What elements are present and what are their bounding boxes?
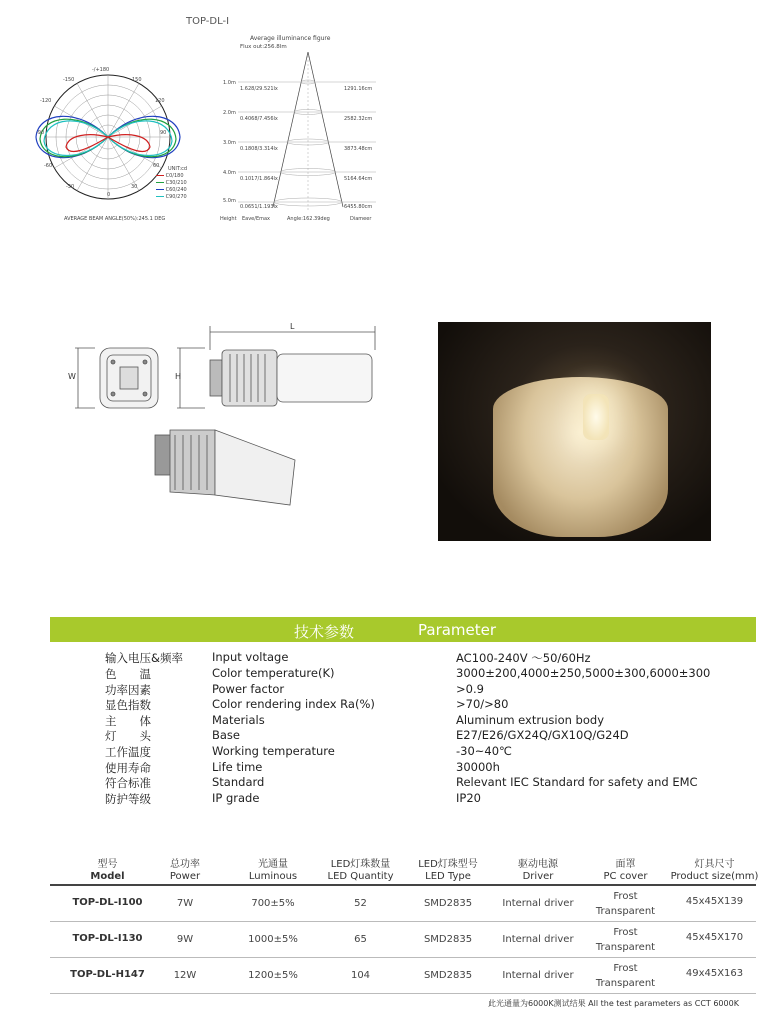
parameter-banner — [50, 617, 756, 642]
param-row: 输入电压&频率 Input voltage AC100-240V ～50/60Hz — [105, 650, 591, 665]
table-row: TOP-DL-I100 7W 700±5% 52 SMD2835 Internal driver Frost Transparent 45x45X139 — [50, 886, 756, 922]
param-row: 显色指数 Color rendering index Ra(%) >70/>80 — [105, 697, 509, 712]
bulb — [583, 394, 609, 440]
illuminance-flux: Flux out:256.8lm — [240, 44, 287, 50]
param-row: 符合标准 Standard Relevant IEC Standard for safety and EMC — [105, 775, 698, 790]
param-row: 主 体 Materials Aluminum extrusion body — [105, 713, 604, 728]
product-photo — [438, 322, 711, 541]
th-driver: 驱动电源 Driver — [518, 859, 558, 882]
param-row: 功率因素 Power factor >0.9 — [105, 682, 484, 697]
table-row: TOP-DL-I130 9W 1000±5% 65 SMD2835 Internal driver Frost Transparent 45x45X170 — [50, 922, 756, 958]
lamp-shade — [493, 377, 668, 537]
illuminance-cone — [238, 52, 378, 217]
polar-caption: AVERAGE BEAM ANGLE(50%):245.1 DEG — [64, 216, 166, 222]
polar-chart — [30, 65, 210, 230]
param-row: 色 温 Color temperature(K) 3000±200,4000±250,5000±300,6000±300 — [105, 666, 711, 681]
polar-top-label: -/+180 — [92, 67, 110, 73]
dim-w-label: W — [68, 372, 76, 381]
banner-title-cn: 技术参数 — [294, 623, 355, 641]
param-row: 防护等级 IP grade IP20 — [105, 791, 481, 806]
param-row: 工作温度 Working temperature -30~40℃ — [105, 744, 512, 759]
param-row: 使用寿命 Life time 30000h — [105, 760, 500, 775]
dim-l-label: L — [290, 322, 295, 331]
dim-h-label: H — [175, 372, 182, 381]
th-luminous: 光通量 Luminous — [248, 859, 298, 882]
banner-title-en: Parameter — [418, 621, 497, 639]
param-row: 灯 头 Base E27/E26/GX24Q/GX10Q/G24D — [105, 728, 629, 743]
th-power: 总功率 Power — [169, 859, 201, 882]
th-size: 灯具尺寸 Product size(mm) — [670, 859, 759, 882]
th-pc-cover: 面罩 PC cover — [603, 859, 648, 882]
th-led-qty: LED灯珠数量 LED Quantity — [327, 859, 394, 882]
th-led-type: LED灯珠型号 LED Type — [418, 859, 478, 882]
polar-legend: C0/180 C30/210 C60/240 C90/270 — [156, 173, 187, 201]
polar-unit: UNIT:cd — [168, 166, 187, 172]
th-model: 型号 Model — [90, 859, 125, 882]
footnote: 此光通量为6000K测试结果 All the test parameters as CCT 6000K — [488, 999, 739, 1008]
table-row: TOP-DL-H147 12W 1200±5% 104 SMD2835 Internal driver Frost Transparent 49x45X163 — [50, 958, 756, 994]
illuminance-title: Average illuminance figure — [250, 35, 331, 42]
product-drawing — [65, 320, 395, 510]
model-title: TOP-DL-I — [186, 16, 230, 27]
